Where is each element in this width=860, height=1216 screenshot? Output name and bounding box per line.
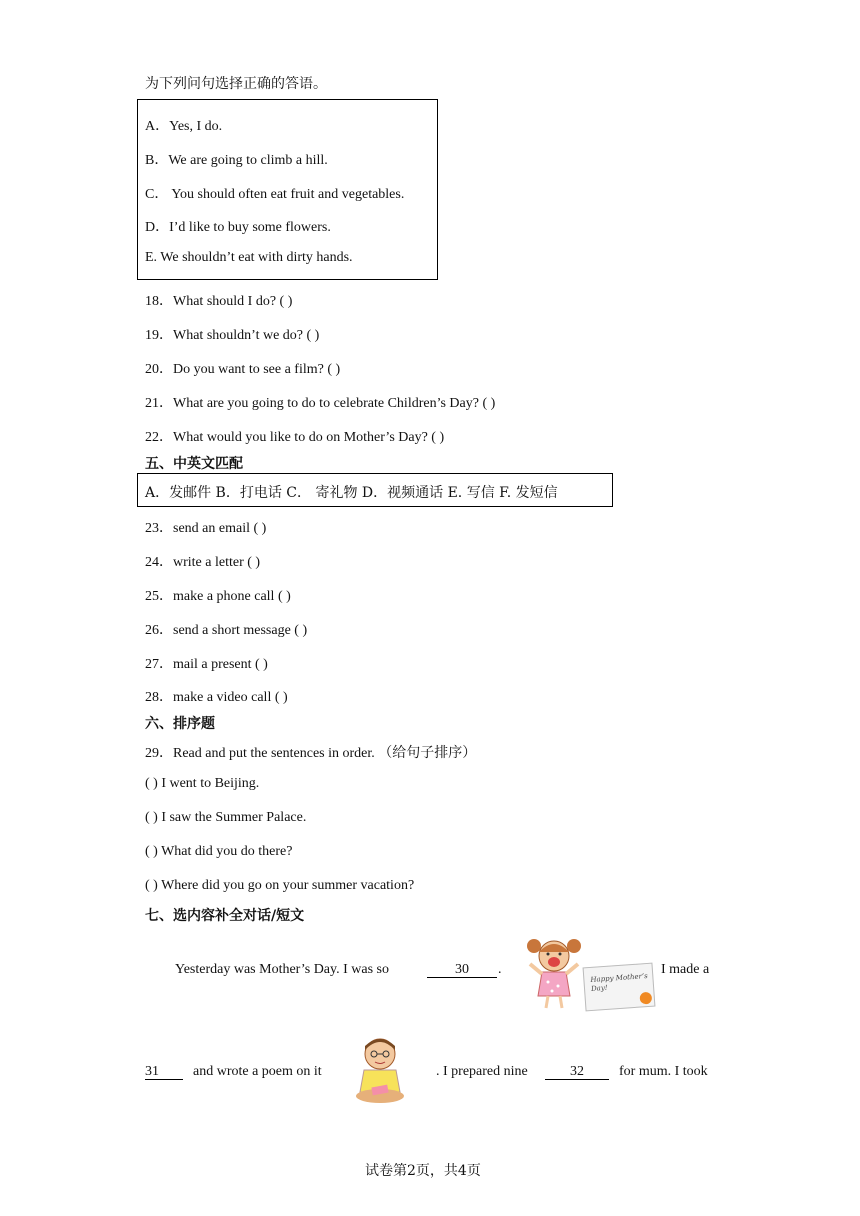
question-19: 19．What shouldn’t we do? ( ) [145, 328, 320, 343]
section-7-title: 七、选内容补全对话/短文 [145, 908, 305, 924]
option-a: A．Yes, I do. [145, 119, 223, 134]
order-item-3: ( ) What did you do there? [145, 844, 293, 859]
blank-30: 30 [427, 962, 497, 978]
section-5-title: 五、中英文匹配 [145, 456, 243, 472]
passage-line1-text: Yesterday was Mother’s Day. I was so [175, 962, 389, 977]
writing-boy-illustration [354, 1034, 406, 1104]
order-item-1: ( ) I went to Beijing. [145, 776, 260, 791]
flower-icon [639, 992, 652, 1005]
option-d: D．I’d like to buy some flowers. [145, 220, 331, 235]
option-b: B．We are going to climb a hill. [145, 153, 328, 168]
passage-line2-text: and wrote a poem on it [193, 1064, 322, 1079]
passage-line1-dot: . [498, 962, 502, 977]
question-27: 27．mail a present ( ) [145, 657, 268, 672]
question-18: 18．What should I do? ( ) [145, 294, 293, 309]
order-item-4: ( ) Where did you go on your summer vacation? [145, 878, 415, 893]
passage-line1-end: I made a [661, 962, 710, 977]
question-23: 23．send an email ( ) [145, 521, 267, 536]
section-6-title: 六、排序题 [145, 716, 215, 732]
question-29: 29．Read and put the sentences in order. （给句子排序） [145, 746, 477, 761]
mothers-day-card [583, 963, 656, 1012]
option-e: E. We shouldn’t eat with dirty hands. [145, 250, 353, 265]
question-20: 20．Do you want to see a film? ( ) [145, 362, 341, 377]
option-c: C． You should often eat fruit and vegetables. [145, 187, 405, 202]
blank-31: 31 [145, 1064, 183, 1080]
question-26: 26．send a short message ( ) [145, 623, 308, 638]
page-footer: 试卷第2页，共4页 [365, 1163, 481, 1179]
question-22: 22．What would you like to do on Mother’s Day? ( ) [145, 430, 445, 445]
question-24: 24．write a letter ( ) [145, 555, 261, 570]
blank-32: 32 [545, 1064, 609, 1080]
happy-girl-illustration [524, 934, 584, 1010]
question-25: 25．make a phone call ( ) [145, 589, 291, 604]
order-item-2: ( ) I saw the Summer Palace. [145, 810, 307, 825]
passage-line2-mid: . I prepared nine [436, 1064, 528, 1079]
card-text: Happy Mother’s Day! [590, 971, 649, 993]
question-21: 21．What are you going to do to celebrate Children’s Day? ( ) [145, 396, 496, 411]
options-box [137, 99, 438, 280]
passage-line2-end: for mum. I took [619, 1064, 708, 1079]
match-options: A．发邮件 B．打电话 C． 寄礼物 D．视频通话 E. 写信 F. 发短信 [145, 485, 558, 501]
instruction: 为下列问句选择正确的答语。 [145, 77, 327, 92]
question-28: 28．make a video call ( ) [145, 690, 288, 705]
match-box [137, 473, 613, 507]
